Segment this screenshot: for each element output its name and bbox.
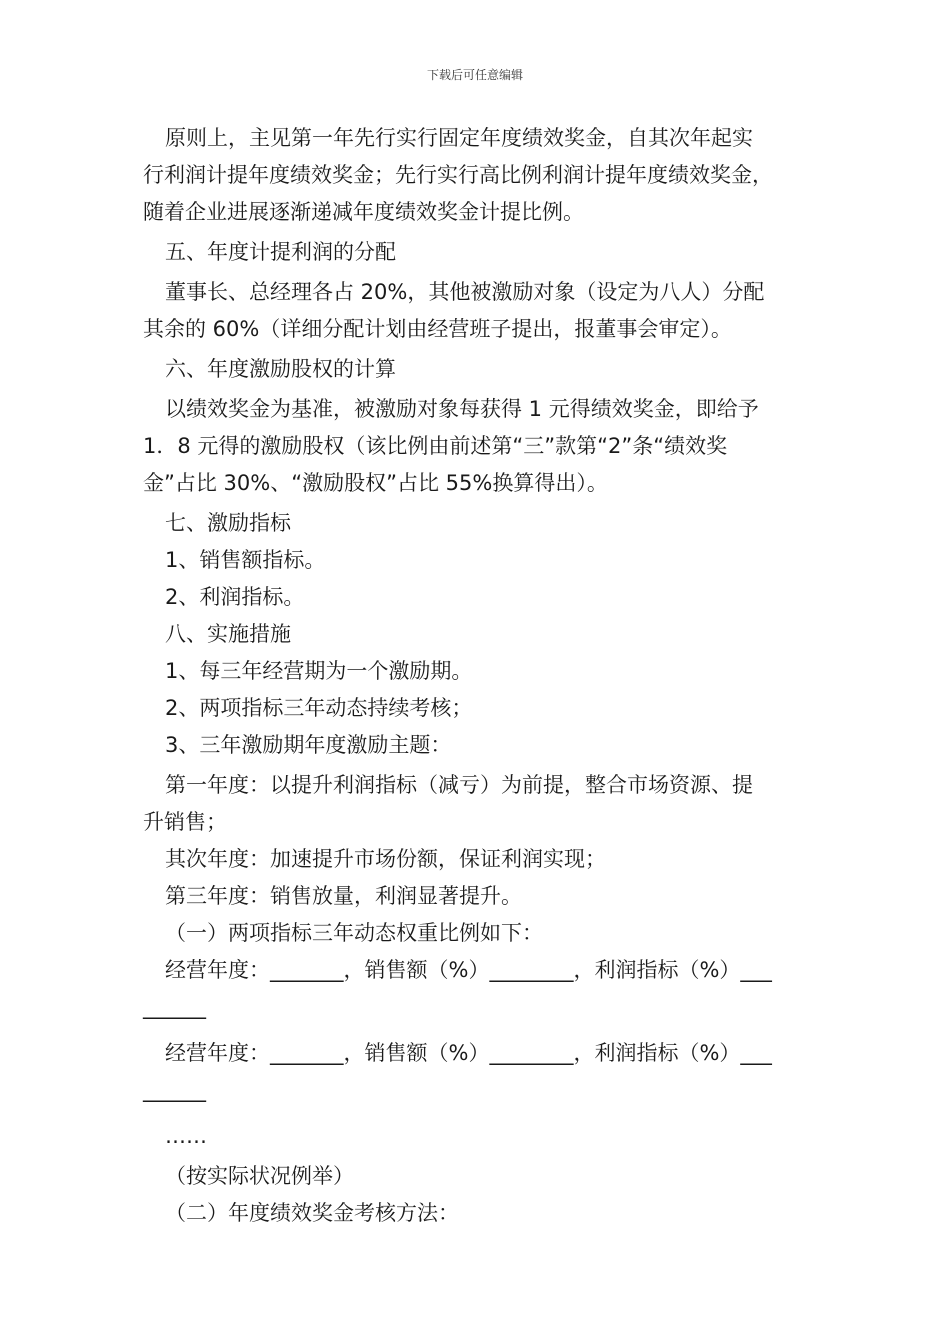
paragraph-line: 原则上，主见第一年先行实行固定年度绩效奖金，自其次年起实 [165,126,753,150]
paragraph-line: 1．8 元得的激励股权（该比例由前述第“三”款第“2”条“绩效奖 [143,434,728,458]
subsection-heading-1: （一）两项指标三年动态权重比例如下： [165,921,543,945]
paragraph-line: 其次年度：加速提升市场份额，保证利润实现； [165,847,606,871]
list-item: 2、利润指标。 [165,585,305,609]
paragraph-line: 行利润计提年度绩效奖金；先行实行高比例利润计提年度绩效奖金， [143,163,773,187]
list-item: 1、每三年经营期为一个激励期。 [165,659,473,683]
paragraph-line: 金”占比 30%、“激励股权”占比 55%换算得出）。 [143,471,608,495]
list-item: 2、两项指标三年动态持续考核； [165,696,473,720]
section-heading-6: 六、年度激励股权的计算 [165,357,396,381]
list-item: 1、销售额指标。 [165,548,326,572]
form-line: 经营年度：_______，销售额（%）________，利润指标（%）___ [165,1041,772,1065]
section-heading-5: 五、年度计提利润的分配 [165,240,396,264]
paragraph-line: 第三年度：销售放量，利润显著提升。 [165,884,522,908]
document-body [143,120,813,1232]
note: （按实际状况例举） [165,1164,354,1188]
subsection-heading-2: （二）年度绩效奖金考核方法： [165,1201,459,1225]
form-line: 经营年度：_______，销售额（%）________，利润指标（%）___ [165,958,772,982]
paragraph-line: 董事长、总经理各占 20%，其他被激励对象（设定为八人）分配 [165,280,765,304]
paragraph-line: 以绩效奖金为基准，被激励对象每获得 1 元得绩效奖金，即给予 [165,397,759,421]
page-header: 下载后可任意编辑 [426,68,523,82]
form-line: ______ [143,1078,206,1102]
form-line: ______ [143,995,206,1019]
ellipsis: …… [165,1124,207,1148]
list-item: 3、三年激励期年度激励主题： [165,733,452,757]
paragraph-line: 随着企业进展逐渐递减年度绩效奖金计提比例。 [143,200,584,224]
section-heading-7: 七、激励指标 [165,511,291,535]
section-heading-8: 八、实施措施 [165,622,291,646]
paragraph-line: 升销售； [143,810,227,834]
paragraph-line: 其余的 60%（详细分配计划由经营班子提出，报董事会审定）。 [143,317,732,341]
paragraph-line: 第一年度：以提升利润指标（减亏）为前提，整合市场资源、提 [165,773,753,797]
